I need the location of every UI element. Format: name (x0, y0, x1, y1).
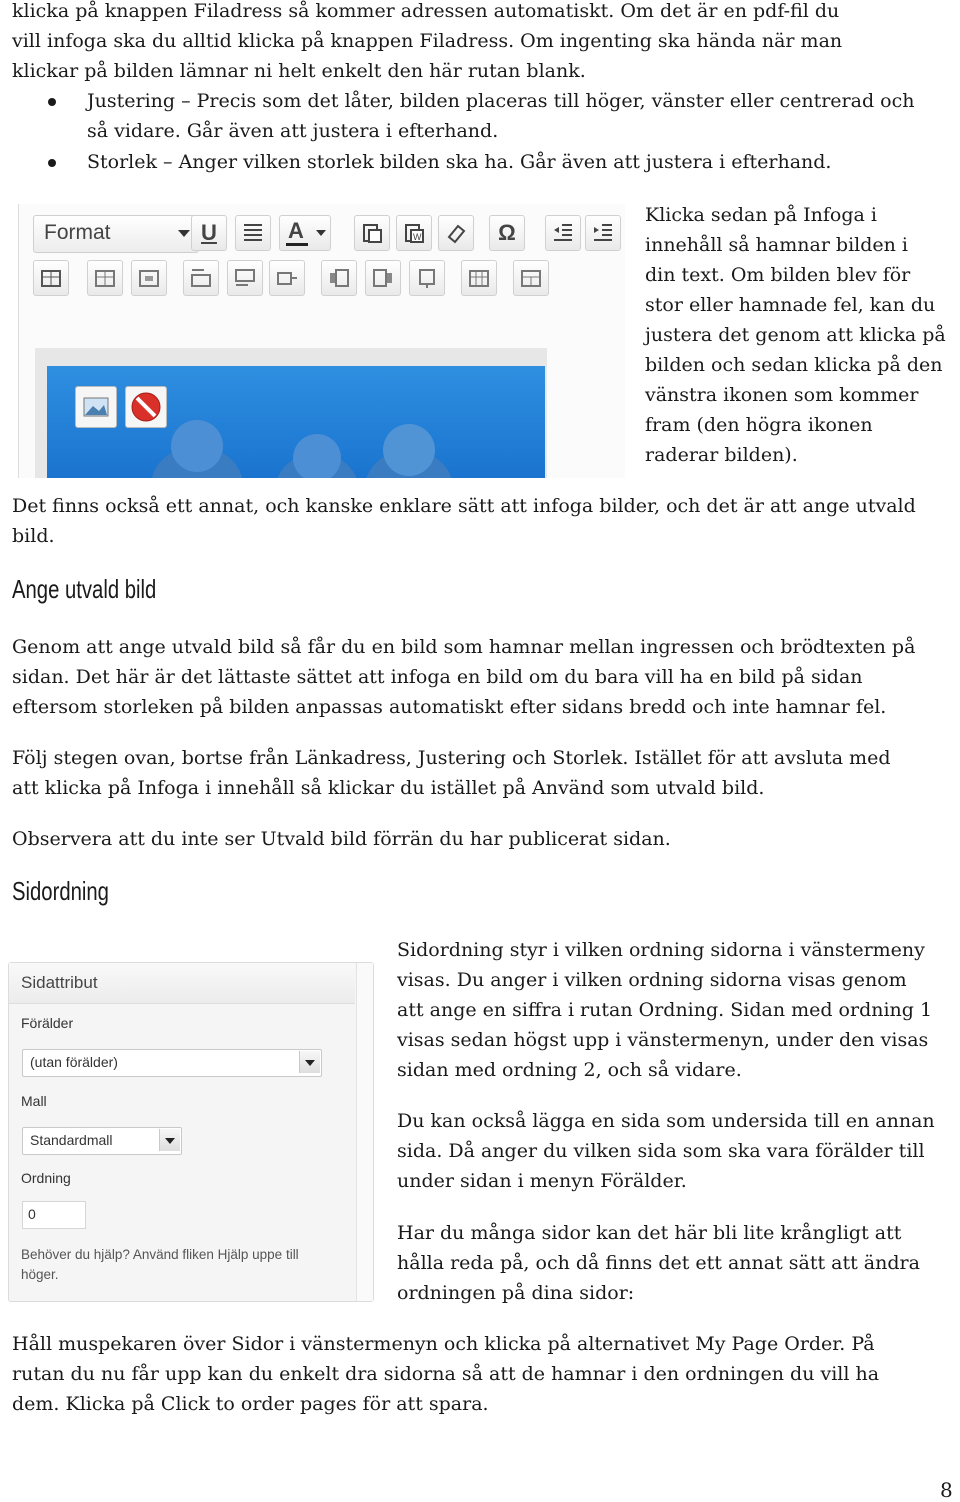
parent-label: Förälder (21, 1015, 74, 1031)
table-icon (40, 267, 62, 289)
text-line: fram (den högra ikonen (645, 414, 873, 436)
text-line: vänstra ikonen som kommer (645, 384, 919, 406)
chevron-down-icon (305, 1060, 315, 1066)
text-line: stor eller hamnade fel, kan du (645, 294, 936, 316)
template-select-value: Standardmall (30, 1132, 113, 1148)
underline-icon: U (201, 220, 217, 245)
chevron-down-icon (316, 230, 326, 236)
row-delete-icon (276, 267, 298, 289)
people-photo (47, 366, 545, 478)
text-line: sidan med ordning 2, och så vidare. (397, 1059, 742, 1081)
text-line: ordningen på dina sidor: (397, 1282, 635, 1304)
order-input-value: 0 (28, 1206, 36, 1222)
image-edit-icon (76, 387, 116, 427)
chevron-down-icon (178, 230, 190, 237)
text-line: rutan du nu får upp kan du enkelt dra sidorna så att de hamnar i den ordningen du vill ha (12, 1363, 880, 1385)
text-line: under sidan i menyn Förälder. (397, 1170, 687, 1192)
bullet-dot (48, 159, 56, 167)
insert-table-button[interactable] (33, 260, 69, 296)
table-icon (94, 267, 116, 289)
table-props-button[interactable] (87, 260, 123, 296)
clear-formatting-button[interactable] (438, 215, 474, 251)
final-paragraph (12, 1329, 879, 1419)
text-line: Håll muspekaren över Sidor i vänstermenyn och klicka på alternativet My Page Order. På (12, 1333, 875, 1355)
text-line: sida. Då anger du vilken sida som ska vara förälder till (397, 1140, 925, 1162)
special-char-button[interactable] (489, 215, 525, 251)
chevron-down-icon (165, 1138, 175, 1144)
text-line: Har du många sidor kan det här bli lite krångligt att (397, 1222, 902, 1244)
svg-text:W: W (413, 232, 422, 242)
text-line: klicka på knappen Filadress så kommer adressen automatiskt. Om det är en pdf-fil du (12, 0, 840, 22)
indent-button[interactable] (585, 215, 621, 251)
utvald-paragraph-3: Observera att du inte ser Utvald bild förrän du har publicerat sidan. (12, 828, 671, 850)
column-insert-icon (328, 267, 350, 289)
text-line: visas sedan högst upp i vänstermenyn, under den visas (397, 1029, 929, 1051)
align-justify-icon (242, 222, 264, 244)
editor-content-area (35, 348, 547, 478)
paste-text-button[interactable] (354, 215, 390, 251)
order-input[interactable] (22, 1201, 86, 1229)
utvald-paragraph-2 (12, 743, 890, 803)
text-color-icon: A (288, 218, 304, 243)
dropdown-button[interactable] (159, 1129, 180, 1151)
intro-paragraph (12, 0, 842, 86)
text-line: hålla reda på, och då finns det ett annat sätt att ändra (397, 1252, 920, 1274)
section-heading-sidordning: Sidordning (12, 876, 109, 906)
cell-props-button[interactable] (131, 260, 167, 296)
format-select-label: Format (44, 221, 111, 244)
color-swatch (286, 243, 308, 246)
sidordning-paragraph-3 (397, 1218, 920, 1308)
section-heading-utvald: Ange utvald bild (12, 574, 157, 604)
text-line: justera det genom att klicka på (645, 324, 946, 346)
underline-button[interactable] (191, 215, 227, 251)
delete-col-button[interactable] (409, 260, 445, 296)
text-line: Sidordning styr i vilken ordning sidorna i vänstermeny (397, 939, 925, 961)
text-line: så vidare. Går även att justera i efterhand. (87, 120, 499, 142)
delete-icon (126, 387, 166, 427)
inserted-image[interactable] (47, 366, 545, 478)
sidordning-paragraph-2 (397, 1106, 935, 1196)
table-merge-icon (520, 267, 542, 289)
indent-icon (592, 222, 614, 244)
text-line: vill infoga ska du alltid klicka på knappen Filadress. Om ingenting ska hända när man (12, 30, 843, 52)
bullet-dot (48, 98, 56, 106)
text-line: visas. Du anger i vilken ordning sidorna visas genom (397, 969, 907, 991)
text-line: din text. Om bilden blev för (645, 264, 911, 286)
text-line: att klicka på Infoga i innehåll så klickar du istället på Använd som utvald bild. (12, 777, 765, 799)
table-cell-icon (138, 267, 160, 289)
paste-word-button[interactable] (396, 215, 432, 251)
order-label: Ordning (21, 1170, 71, 1186)
text-line: Genom att ange utvald bild så får du en bild som hamnar mellan ingressen och brödtexten på (12, 636, 916, 658)
text-color-button[interactable] (279, 215, 331, 251)
text-line: bild. (12, 525, 55, 547)
text-line: eftersom storleken på bilden anpassas automatiskt efter sidans bredd och inte hamnar fel. (12, 696, 887, 718)
insert-row-before-button[interactable] (183, 260, 219, 296)
paste-word-icon (403, 222, 425, 244)
column-insert-icon (372, 267, 394, 289)
outdent-button[interactable] (545, 215, 581, 251)
parent-select[interactable] (22, 1049, 322, 1077)
row-insert-icon (190, 267, 212, 289)
text-line: dem. Klicka på Click to order pages för att spara. (12, 1393, 489, 1415)
sidattribut-header (9, 963, 355, 1004)
insert-col-before-button[interactable] (321, 260, 357, 296)
text-line: klickar på bilden lämnar ni helt enkelt den här rutan blank. (12, 60, 586, 82)
page-number: 8 (940, 1478, 953, 1502)
text-line: raderar bilden). (645, 444, 798, 466)
text-line: Storlek – Anger vilken storlek bilden ska ha. Går även att justera i efterhand. (87, 151, 832, 173)
row-insert-icon (234, 267, 256, 289)
template-select[interactable] (22, 1127, 182, 1155)
text-line: Justering – Precis som det låter, bilden placeras till höger, vänster eller centrerad och (87, 90, 915, 112)
text-line: Du kan också lägga en sida som undersida till en annan (397, 1110, 935, 1132)
table-split-icon (468, 267, 490, 289)
omega-icon: Ω (498, 220, 516, 245)
justify-button[interactable] (235, 215, 271, 251)
merge-cells-button[interactable] (513, 260, 549, 296)
edit-image-button[interactable] (75, 386, 117, 428)
editor-toolbar-row-1 (19, 204, 625, 248)
delete-row-button[interactable] (269, 260, 305, 296)
outdent-icon (552, 222, 574, 244)
utvald-paragraph-1 (12, 632, 915, 722)
delete-image-button[interactable] (125, 386, 167, 428)
editor-side-text (645, 200, 946, 470)
parent-select-value: (utan förälder) (30, 1054, 118, 1070)
text-line: att ange en siffra i rutan Ordning. Sidan med ordning 1 (397, 999, 933, 1021)
column-delete-icon (416, 267, 438, 289)
sidordning-paragraph-1 (397, 935, 932, 1085)
insert-row-after-button[interactable] (227, 260, 263, 296)
text-line: Klicka sedan på Infoga i (645, 204, 877, 226)
text-line: Det finns också ett annat, och kanske enklare sätt att infoga bilder, och det är att ange utvald (12, 495, 916, 517)
bullet-justering (87, 86, 914, 146)
bullet-storlek (87, 147, 831, 177)
paste-text-icon (361, 222, 383, 244)
text-line: bilden och sedan klicka på den (645, 354, 943, 376)
editor-screenshot (18, 204, 625, 478)
format-select[interactable] (33, 215, 199, 253)
eraser-icon (445, 222, 467, 244)
help-text: Behöver du hjälp? Använd fliken Hjälp uppe till höger. (21, 1247, 299, 1282)
scrollbar[interactable] (356, 963, 373, 1301)
sidattribut-panel (8, 962, 374, 1302)
dropdown-button[interactable] (299, 1051, 320, 1073)
split-cells-button[interactable] (461, 260, 497, 296)
text-line: sidan. Det här är det lättaste sättet att infoga en bild om du bara vill ha en bild på sidan (12, 666, 863, 688)
text-line: innehåll så hamnar bilden i (645, 234, 909, 256)
insert-col-after-button[interactable] (365, 260, 401, 296)
sidattribut-title: Sidattribut (21, 973, 98, 992)
text-line: Följ stegen ovan, bortse från Länkadress, Justering och Storlek. Istället för att avsluta med (12, 747, 891, 769)
utvald-intro-paragraph (12, 491, 916, 551)
template-label: Mall (21, 1093, 47, 1109)
editor-toolbar-row-2 (19, 256, 625, 300)
